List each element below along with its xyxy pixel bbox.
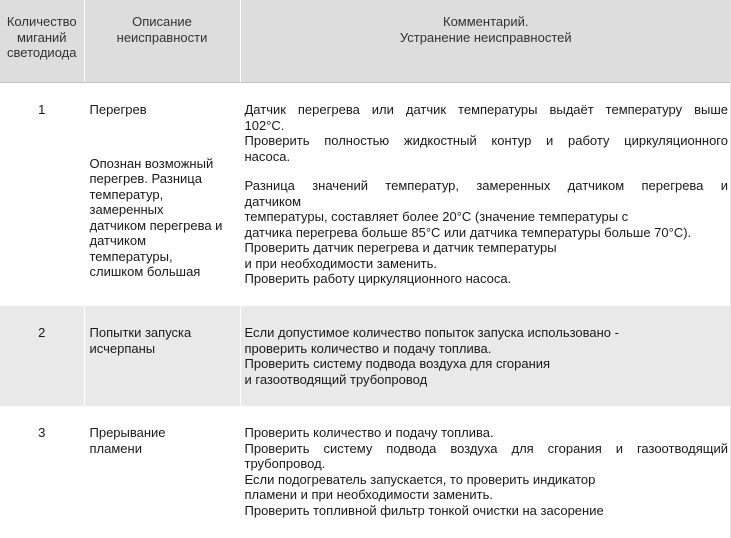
remedy-line: трубопровод. <box>244 456 326 471</box>
blink-count-cell <box>0 306 84 406</box>
remedy-line: датчиком <box>244 193 302 209</box>
header-description-line: неисправности <box>116 29 208 45</box>
table-row <box>0 83 731 307</box>
remedy-line: Проверить работу циркуляционного насоса. <box>244 271 512 286</box>
remedy-line: Если подогреватель запускается, то проверить индикатор <box>244 471 596 487</box>
fault-description-cell <box>84 83 240 307</box>
fault-detail-line: температуры, <box>89 248 173 264</box>
fault-title: Попытки запуска <box>89 325 192 340</box>
remedy-line: 102°С. <box>244 117 285 133</box>
header-comment-line: Комментарий. <box>443 14 529 29</box>
remedy-line: проверить количество и подачу топлива. <box>244 340 492 356</box>
header-description-line: Описание <box>132 14 192 29</box>
fault-detail-line: замеренных <box>89 202 164 217</box>
fault-detail-line: датчиком <box>89 233 147 248</box>
remedy-line: Проверить топливной фильтр тонкой очистки на засорение <box>244 502 604 518</box>
fault-description-cell <box>84 306 240 406</box>
fault-title: Прерывание <box>89 425 166 440</box>
remedy-line: температуры, составляет более 20°С (значение температуры с <box>244 209 629 224</box>
table-row <box>0 406 731 538</box>
remedy-line: насоса. <box>244 148 291 164</box>
fault-remedy-cell <box>240 306 731 406</box>
table-row <box>0 306 731 406</box>
remedy-line: пламени и при необходимости заменить. <box>244 487 494 502</box>
fault-remedy-cell <box>240 406 731 538</box>
fault-detail-line: Опознан возможный <box>89 155 214 171</box>
blink-count-cell <box>0 83 84 307</box>
remedy-line: Проверить полностью жидкостный контур и работу циркуляционного <box>244 133 728 148</box>
header-count-line: Количество <box>6 14 77 29</box>
remedy-line: и при необходимости заменить. <box>244 255 437 271</box>
remedy-line: Проверить датчик перегрева и датчик температуры <box>244 240 557 255</box>
header-row <box>0 0 731 83</box>
remedy-line: Проверить систему подвода воздуха для сгорания и газоотводящий <box>244 440 728 456</box>
remedy-line: Если допустимое количество попыток запуска использовано - <box>244 325 619 340</box>
fault-title: исчерпаны <box>89 340 156 356</box>
remedy-line: Проверить количество и подачу топлива. <box>244 425 494 440</box>
blink-count: 2 <box>38 325 46 340</box>
remedy-line: Проверить систему подвода воздуха для сгорания <box>244 356 551 371</box>
remedy-line: Разница значений температур, замеренных датчиком перегрева и <box>244 178 728 193</box>
remedy-line: и газоотводящий трубопровод <box>244 371 428 387</box>
fault-title: Перегрев <box>89 102 147 117</box>
remedy-line: Датчик перегрева или датчик температуры выдаёт температуру выше <box>244 102 728 117</box>
fault-description-cell <box>84 406 240 538</box>
fault-detail-line: слишком большая <box>89 264 201 279</box>
header-count <box>0 0 84 83</box>
header-comment-line: Устранение неисправностей <box>399 29 572 45</box>
fault-remedy-cell <box>240 83 731 307</box>
blink-count: 1 <box>38 102 46 117</box>
header-comment <box>240 0 731 83</box>
fault-detail-line: перегрев. Разница <box>89 171 202 186</box>
blink-count: 3 <box>38 425 46 440</box>
header-description <box>84 0 240 83</box>
header-count-line: светодиода <box>7 45 77 60</box>
fault-title: пламени <box>89 440 142 456</box>
blink-count-cell <box>0 406 84 538</box>
fault-detail-line: температур, <box>89 186 164 202</box>
remedy-line: датчика перегрева больше 85°С или датчика температуры больше 70°С). <box>244 224 692 240</box>
fault-detail-line: датчиком перегрева и <box>89 217 223 233</box>
header-count-line: миганий <box>16 29 67 45</box>
